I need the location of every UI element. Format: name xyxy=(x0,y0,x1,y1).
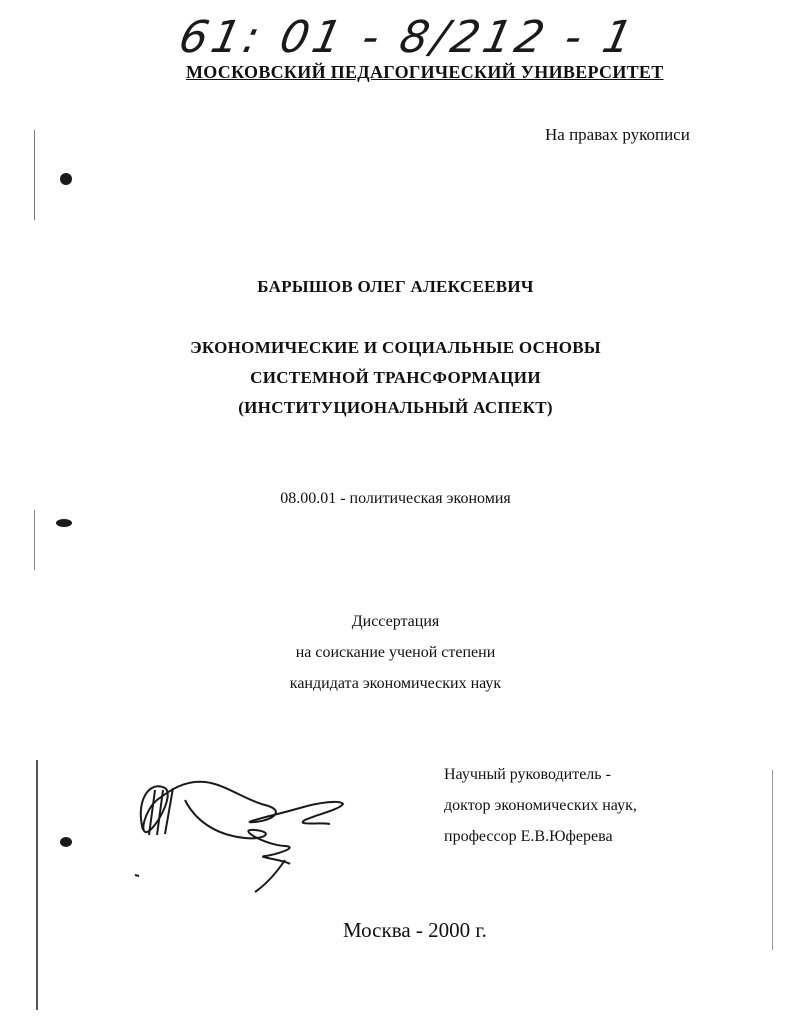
city-year: Москва - 2000 г. xyxy=(343,918,487,942)
author-name: БАРЫШОВ ОЛЕГ АЛЕКСЕЕВИЧ xyxy=(257,277,534,296)
supervisor-line: Научный руководитель - xyxy=(444,766,611,783)
supervisor-line: доктор экономических наук, xyxy=(444,797,637,814)
title-line: ЭКОНОМИЧЕСКИЕ И СОЦИАЛЬНЫЕ ОСНОВЫ xyxy=(190,338,601,357)
scan-edge-line xyxy=(34,510,35,570)
university-name: МОСКОВСКИЙ ПЕДАГОГИЧЕСКИЙ УНИВЕРСИТЕТ xyxy=(186,62,664,82)
dissertation-line: кандидата экономических наук xyxy=(289,675,502,692)
signature-image xyxy=(125,760,375,900)
scan-edge-line xyxy=(34,130,35,220)
dissertation-line: на соискание ученой степени xyxy=(295,644,496,661)
dissertation-line: Диссертация xyxy=(351,613,440,630)
supervisor-line: профессор Е.В.Юферева xyxy=(444,828,613,845)
scan-dot xyxy=(56,519,72,527)
scan-edge-line xyxy=(772,770,773,950)
archive-code-handwritten: 61: 01 - 8/212 - 1 xyxy=(174,12,641,63)
scan-dot xyxy=(60,173,72,185)
rights-note: На правах рукописи xyxy=(545,125,690,144)
title-line: СИСТЕМНОЙ ТРАНСФОРМАЦИИ xyxy=(250,368,541,387)
title-line: (ИНСТИТУЦИОНАЛЬНЫЙ АСПЕКТ) xyxy=(238,398,553,417)
specialty-code: 08.00.01 - политическая экономия xyxy=(280,490,511,507)
scan-edge-line xyxy=(36,760,38,1010)
scan-dot xyxy=(60,837,72,847)
